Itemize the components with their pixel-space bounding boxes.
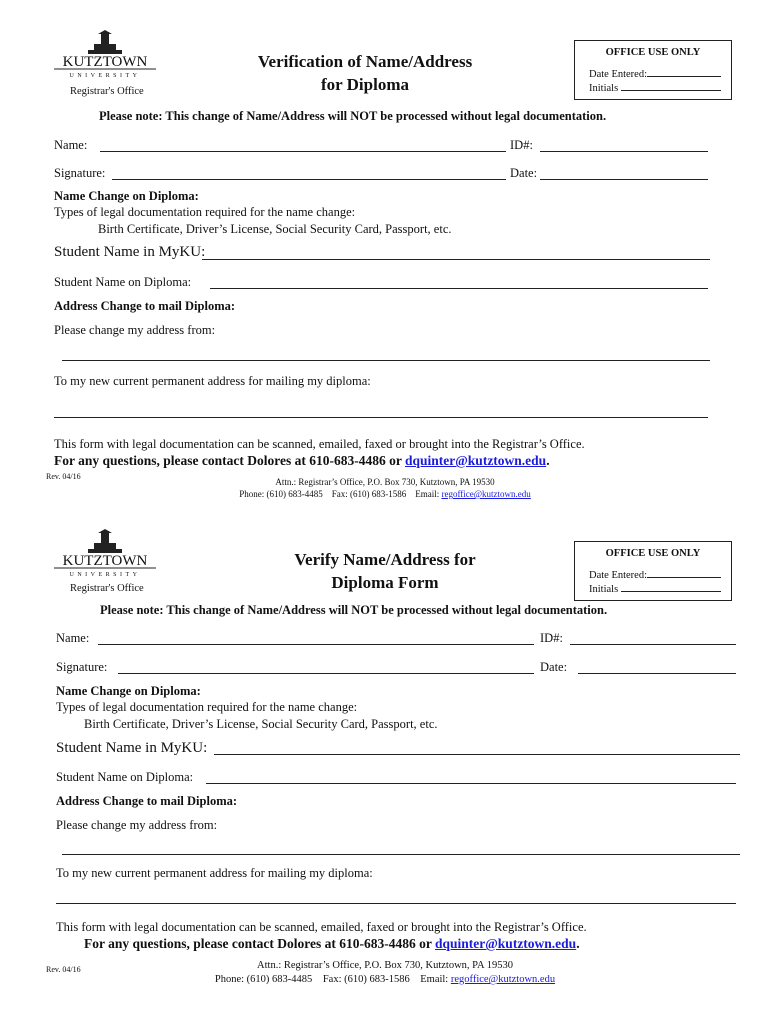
- contact-info: Phone: (610) 683-4485 Fax: (610) 683-1586 Email: regoffice@kutztown.edu: [239, 489, 531, 499]
- signature-label: Signature:: [56, 660, 108, 674]
- student-name-myku-line[interactable]: [202, 259, 710, 260]
- kutztown-tower-logo: [50, 529, 160, 579]
- address-change-heading: Address Change to mail Diploma:: [56, 794, 238, 808]
- questions-line: For any questions, please contact Dolores at 610-683-4486 or dquinter@kutztown.edu.: [84, 936, 580, 951]
- student-name-diploma-label: Student Name on Diploma:: [54, 275, 192, 289]
- office-use-heading: OFFICE USE ONLY: [605, 548, 701, 559]
- name-input-line[interactable]: [100, 151, 506, 152]
- office-email-link[interactable]: regoffice@kutztown.edu: [450, 974, 556, 985]
- kutztown-tower-logo: [50, 30, 160, 80]
- date-input-line[interactable]: [578, 673, 736, 674]
- contact-email-link[interactable]: dquinter@kutztown.edu: [404, 453, 547, 468]
- logo-wordmark: KUTZTOWN: [62, 553, 148, 569]
- doc-types-intro: Types of legal documentation required for the name change:: [56, 700, 358, 714]
- questions-line: For any questions, please contact Dolores at 610-683-4486 or dquinter@kutztown.edu.: [54, 453, 550, 468]
- change-from-label: Please change my address from:: [56, 818, 218, 832]
- new-address-label: To my new current permanent address for mailing my diploma:: [56, 866, 373, 880]
- student-name-diploma-line[interactable]: [206, 783, 736, 784]
- date-entered-field[interactable]: Date Entered:: [589, 66, 721, 80]
- initials-field[interactable]: Initials: [589, 581, 721, 595]
- mailing-address: Attn.: Registrar’s Office, P.O. Box 730, Kutztown, PA 19530: [257, 960, 513, 971]
- revision-label: Rev. 04/16: [46, 965, 81, 974]
- contact-info: Phone: (610) 683-4485 Fax: (610) 683-1586 Email: regoffice@kutztown.edu: [214, 974, 556, 985]
- form-title: Verification of Name/Address for Diploma: [257, 52, 473, 94]
- id-input-line[interactable]: [540, 151, 708, 152]
- id-label: ID#:: [540, 631, 563, 645]
- registrar-office-label: Registrar's Office: [70, 86, 144, 97]
- student-name-diploma-line[interactable]: [210, 288, 708, 289]
- logo-wordmark: KUTZTOWN: [62, 54, 148, 70]
- id-label: ID#:: [510, 138, 533, 152]
- name-change-heading: Name Change on Diploma:: [56, 684, 201, 698]
- date-label: Date:: [540, 660, 568, 674]
- university-logo: [50, 529, 160, 599]
- form-title: Verify Name/Address for Diploma Form: [294, 550, 476, 592]
- date-input-line[interactable]: [540, 179, 708, 180]
- registrar-office-label: Registrar's Office: [70, 583, 144, 594]
- signature-input-line[interactable]: [118, 673, 534, 674]
- logo-subtitle: UNIVERSITY: [69, 73, 141, 79]
- id-input-line[interactable]: [570, 644, 736, 645]
- legal-doc-note: Please note: This change of Name/Address will NOT be processed without legal documentation.: [99, 109, 607, 123]
- legal-doc-note: Please note: This change of Name/Address will NOT be processed without legal documentation.: [100, 603, 608, 617]
- office-use-box: [574, 541, 732, 601]
- contact-email-link[interactable]: dquinter@kutztown.edu: [434, 936, 577, 951]
- old-address-line[interactable]: [62, 360, 710, 361]
- change-from-label: Please change my address from:: [54, 323, 216, 337]
- name-input-line[interactable]: [98, 644, 534, 645]
- revision-label: Rev. 04/16: [46, 472, 81, 481]
- new-address-line[interactable]: [56, 903, 736, 904]
- university-logo: [50, 30, 160, 100]
- mailing-address: Attn.: Registrar’s Office, P.O. Box 730, Kutztown, PA 19530: [275, 477, 495, 487]
- name-label: Name:: [56, 631, 90, 645]
- new-address-line[interactable]: [54, 417, 708, 418]
- signature-input-line[interactable]: [112, 179, 506, 180]
- office-email-link[interactable]: regoffice@kutztown.edu: [441, 489, 531, 499]
- doc-types-list: Birth Certificate, Driver’s License, Social Security Card, Passport, etc.: [84, 717, 438, 731]
- signature-label: Signature:: [54, 166, 106, 180]
- doc-types-intro: Types of legal documentation required for the name change:: [54, 205, 356, 219]
- new-address-label: To my new current permanent address for mailing my diploma:: [54, 374, 371, 388]
- initials-field[interactable]: Initials: [589, 80, 721, 94]
- student-name-diploma-label: Student Name on Diploma:: [56, 770, 194, 784]
- student-name-myku-line[interactable]: [214, 754, 740, 755]
- student-name-myku-label: Student Name in MyKU:: [54, 244, 206, 260]
- student-name-myku-label: Student Name in MyKU:: [56, 740, 208, 756]
- old-address-line[interactable]: [62, 854, 740, 855]
- office-use-box: [574, 40, 732, 100]
- office-use-heading: OFFICE USE ONLY: [605, 47, 701, 58]
- scan-note: This form with legal documentation can be scanned, emailed, faxed or brought into the Registrar’s Office.: [56, 920, 587, 934]
- name-label: Name:: [54, 138, 88, 152]
- name-change-heading: Name Change on Diploma:: [54, 189, 199, 203]
- address-change-heading: Address Change to mail Diploma:: [54, 299, 236, 313]
- date-entered-field[interactable]: Date Entered:: [589, 567, 721, 581]
- date-label: Date:: [510, 166, 538, 180]
- scan-note: This form with legal documentation can be scanned, emailed, faxed or brought into the Registrar’s Office.: [54, 437, 585, 451]
- logo-subtitle: UNIVERSITY: [69, 572, 141, 578]
- doc-types-list: Birth Certificate, Driver’s License, Social Security Card, Passport, etc.: [98, 222, 452, 236]
